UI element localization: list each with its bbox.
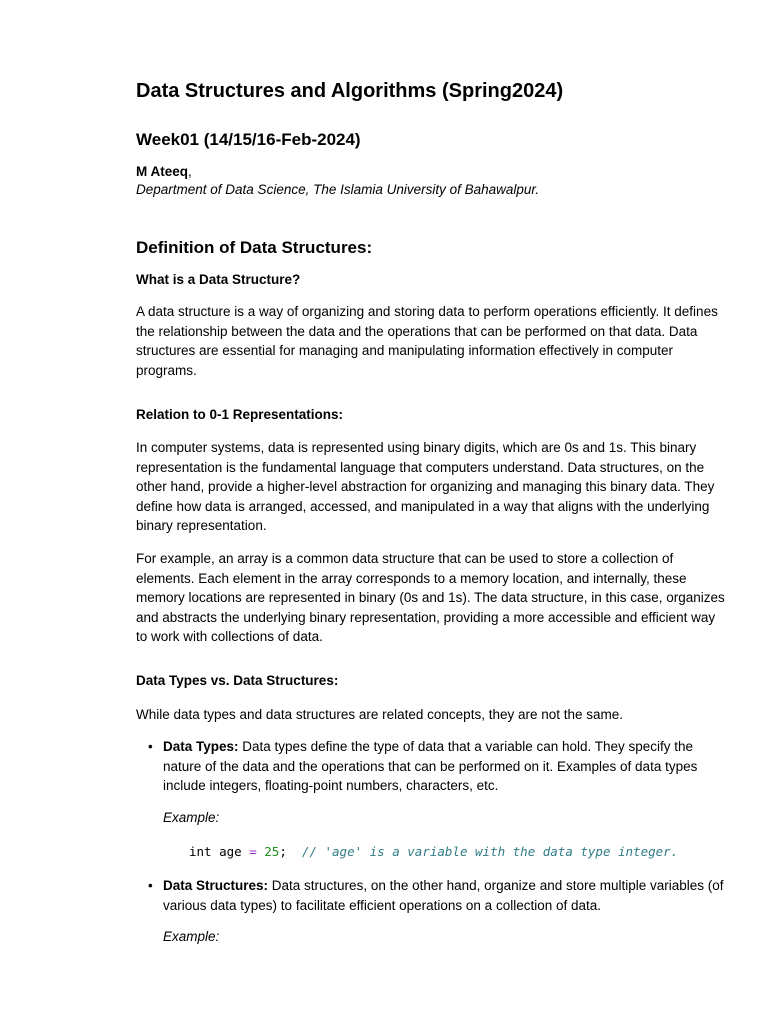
code-declaration: int age [189, 844, 250, 859]
section-heading-definition: Definition of Data Structures: [136, 238, 373, 257]
definition-paragraph: A data structure is a way of organizing and storing data to perform operations efficiently. It defines the relationship between the data and the operations that can be performed on that data. Data structures are essential for managing and manipulating information effectively in computer programs. [136, 304, 718, 378]
list-item-text [163, 737, 726, 796]
example-label-data-structures: Example: [163, 929, 220, 944]
list-item-description: Data types define the type of data that a variable can hold. They specify the nature of the data and the operations that can be performed on it. Examples of data types include integers, floating-point numbers, characters, etc. [163, 739, 698, 793]
relation-paragraph-1: In computer systems, data is represented using binary digits, which are 0s and 1s. This binary representation is the fundamental language that computers understand. Data structures, on the other hand, provide a higher-level abstraction for organizing and managing this binary data. They define how data is arranged, accessed, and manipulated in a way that aligns with the underlying binary representation. [136, 440, 715, 533]
types-intro-paragraph: While data types and data structures are related concepts, they are not the same. [136, 707, 624, 722]
author-affiliation: Department of Data Science, The Islamia University of Bahawalpur. [136, 182, 540, 197]
types-list [136, 737, 726, 796]
code-comment: // 'age' is a variable with the data type integer. [301, 844, 679, 859]
code-snippet [189, 844, 678, 859]
code-number: 25 [264, 844, 280, 859]
example-label-data-types: Example: [163, 810, 220, 825]
week-heading: Week01 (14/15/16-Feb-2024) [136, 130, 361, 149]
subheading-types-vs-structures: Data Types vs. Data Structures: [136, 673, 339, 688]
author-line [136, 164, 192, 179]
code-semicolon: ; [279, 844, 302, 859]
list-item-term: Data Types: [163, 739, 239, 754]
subheading-what-is: What is a Data Structure? [136, 272, 301, 287]
author-name: M Ateeq [136, 164, 189, 179]
list-item-text [163, 876, 726, 915]
bullet-icon: • [148, 878, 153, 893]
types-list-continued [136, 876, 726, 915]
code-operator: = [249, 844, 257, 859]
document-title: Data Structures and Algorithms (Spring2024) [136, 80, 564, 102]
list-item-data-structures [136, 876, 726, 915]
author-suffix: , [188, 164, 192, 179]
list-item-description: Data structures, on the other hand, organize and store multiple variables (of various data types) to facilitate efficient operations on a collection of data. [163, 878, 724, 913]
bullet-icon: • [148, 739, 153, 754]
relation-paragraph-2: For example, an array is a common data structure that can be used to store a collection of elements. Each element in the array corresponds to a memory location, and internally, these memory locations are represented in binary (0s and 1s). The data structure, in this case, organizes and abstracts the underlying binary representation, providing a more accessible and efficient way to work with collections of data. [136, 551, 725, 644]
list-item-data-types [136, 737, 726, 796]
subheading-relation: Relation to 0-1 Representations: [136, 407, 344, 422]
list-item-term: Data Structures: [163, 878, 269, 893]
